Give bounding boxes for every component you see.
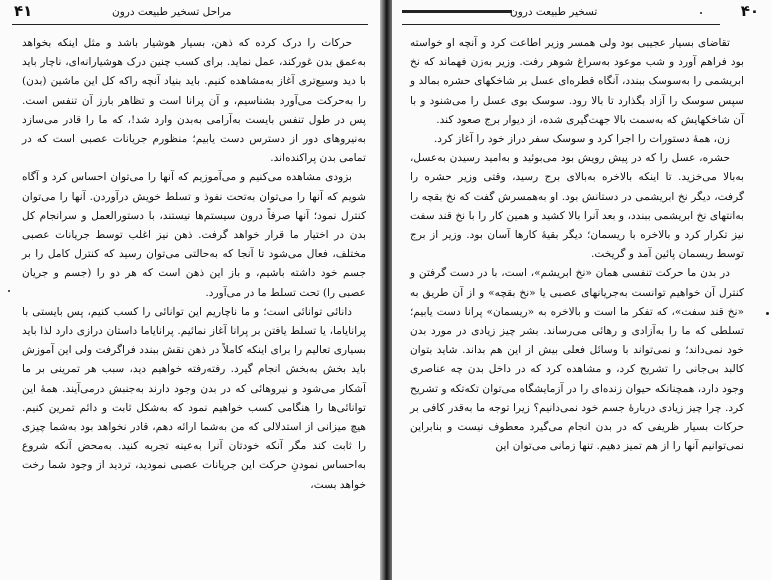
left-paragraph-1: حرکات را درک کرده که ذهن، بسیار هوشیار باشد و مثل اینکه بخواهد به‌عمق بدن غورکند، عمل نماید. برای کسب چنین درک هوشیارانه‌ای، ناچار باید با دید وسیع‌تری آغاز به‌مشاهده کنیم. باید بنیاد آنچه راکه کل این ماشین (بدن) را به‌حرکت می‌آورد بشناسیم، و آن پرانا است و تظاهر بارز آن تنفس است. پس در طول تنفس بایست به‌آرامی به‌بدن وارد شد!، که ما را قادر می‌سازد به‌نیروهای دور از دسترس دست یابیم؛ منظورم جریانات عصبی است که در تمامی بدن پراکنده‌اند. — [22, 37, 366, 165]
scan-speck — [8, 290, 10, 292]
right-paragraph-3: حشره، عسل را که در پیش رویش بود می‌بوئید و به‌امید رسیدن به‌عسل، به‌بالا می‌خزید. تا اینکه بالاخره به‌بالای برج رسید، وقتی وزیر حشره را گرفت، دیگر نخ ابریشمی در دستانش بود. او به‌همسرش گفت که نخ بقچه را به‌انتهای نخ ابریشمی ببندد، و بعد آنرا بالا کشید و همین کار را با نخ قند سفت نیز تکرار کرد و بالاخره با ریسمان؛ دیگر بقیهٔ کارها آسان بود. وزیر از برج توسط ریسمان پائین آمد و گریخت. — [410, 152, 744, 261]
right-page-header — [392, 0, 771, 26]
right-paragraph-2: زن، همهٔ دستورات را اجرا کرد و سوسک سفر دراز خود را آغاز کرد. — [433, 133, 730, 146]
left-paragraph-3: دانائی توانائی است؛ و ما ناچاریم این توانائی را کسب کنیم، پس بایستی با پرانایاما، یا تسلط یافتن بر پرانا آغاز نمائیم. پرانایاما داستان درازی دارد لذا باید بسیاری تعالیم را برای اینکه کاملاً در ذهن نقش ببندد فراگرفت ولی این آموزش باید بخش به‌بخش انجام گیرد. رفته‌رفته خواهیم دید، سبب هر تمرینی بر ما آشکار می‌شود و نیروهائی که در بدن وجود دارند به‌جنبش درمی‌آیند. همهٔ این توانائی‌ها را هنگامی کسب خواهیم نمود که به‌شکل ثابت و دائم تمرین کنیم. هیچ میزانی از استدلالی که من به‌شما ارائه دهم، قادر نخواهد بود به‌شما چیزی را ثابت کند مگر آنکه خودتان آنرا به‌عینه تجربه کنید. به‌محض آنکه شروع به‌احساس نمودنِ حرکت این جریانات عصبی نمودید، تردید از وجود شما رخت خواهد بست، — [22, 305, 366, 491]
scan-speck — [700, 12, 702, 14]
left-page-header — [0, 0, 380, 26]
right-running-title: تسخیر طبیعت درون — [510, 6, 598, 18]
right-page — [392, 0, 771, 580]
scan-speck — [766, 312, 769, 315]
left-page — [0, 0, 380, 580]
left-body-text — [22, 34, 366, 495]
left-page-number: ۴۱ — [14, 2, 33, 20]
right-page-number: ۴۰ — [740, 2, 759, 20]
left-running-title: مراحل تسخیر طبیعت درون — [112, 6, 232, 18]
left-paragraph-2: بزودی مشاهده می‌کنیم و می‌آموزیم که آنها را می‌توان احساس کرد و آگاه شویم که آنها را می‌توان به‌تحت نفوذ و تسلط خویش درآوردن. آنها را می‌توان کنترل نمود؛ آنها صرفاً درون سیستم‌ها نیستند، با دستورالعمل و سرانجام کل بدن در اختیار ما قرار خواهد گرفت. ذهن نیز اغلب توسط جریانات عصبی مختلف، فعال می‌شود تا آنجا که به‌حالتی می‌توان رسید که کنترل کامل را بر جسم خود داشته باشیم، و باز این ذهن است که هر دو را (جسم و جریان عصبی را) تحت تسلط ما در می‌آورد. — [22, 171, 366, 299]
right-body-text — [410, 34, 744, 456]
right-header-rule — [402, 24, 720, 25]
right-paragraph-1: تقاضای بسیار عجیبی بود ولی همسر وزیر اطاعت کرد و آنچه او خواسته بود فراهم آورد و شب موعود به‌سراغ شوهر رفت. وزیر به‌زن فهماند که نخ ابریشمی را به‌سوسک ببندد، آنگاه قطره‌ای عسل بر شاخکهای حشره بمالد و سپس سوسک را آزاد بگذارد تا بالا رود. سوسک بوی عسل را می‌شنود و با آن شاخکهایش که به‌سمت بالا جهت‌گیری شده، از دیوار برج صعود کند. — [410, 37, 744, 126]
right-header-scan-mark — [402, 10, 512, 13]
book-gutter — [380, 0, 392, 580]
left-header-rule — [12, 24, 368, 25]
right-paragraph-4: در بدن ما حرکت تنفسی همان «نخ ابریشم»، است، با در دست گرفتن و کنترل آن خواهیم توانست به‌جریانهای عصبی یا «نخ بقچه» و از آن طریق به «نخ قند سفت»، که تفکر ما است و بالاخره به «ریسمان» پرانا دست یابیم؛ تسلطی که ما را به‌آزادی و رهائی می‌رساند. بشر چیز زیادی در مورد بدن خود نمی‌داند؛ و نمی‌تواند با وسائل فعلی بیش از این هم بداند. شاید بتوان کالبد بی‌جانی را تشریح کرد، و مشاهده کرد که در داخل بدن چه عناصری وجود دارد، همچنانکه حیوان زنده‌ای را در آزمایشگاه می‌توان تکه‌تکه و تشریح کرد. چرا چیز زیادی دربارهٔ جسم خود نمی‌دانیم؟ زیرا توجه ما به‌قدر کافی بر حرکات بسیار ظریفی که در بدن انجام می‌گیرد معطوف نیست و بنابراین نمی‌توانیم آنها را از هم تمیز دهیم. تنها زمانی می‌توان این — [410, 267, 744, 453]
